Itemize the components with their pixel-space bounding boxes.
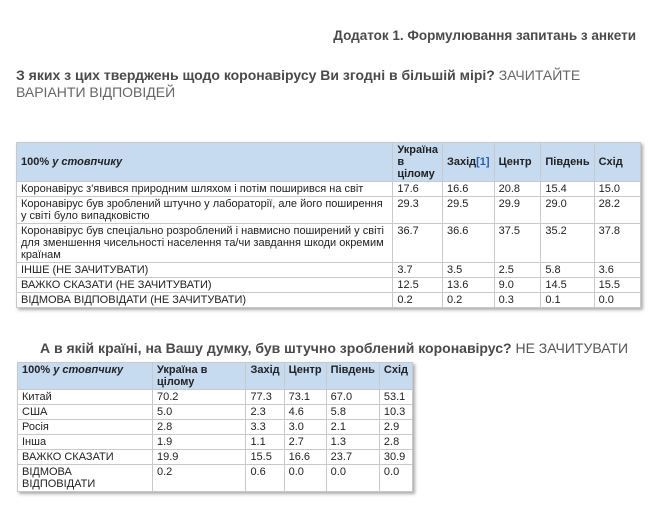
row-label: ІНШЕ (НЕ ЗАЧИТУВАТИ) — [17, 263, 393, 278]
col-header: Схід — [379, 363, 412, 390]
row-label: США — [18, 405, 153, 420]
value-cell: 3.6 — [594, 263, 640, 278]
value-cell: 3.5 — [442, 263, 494, 278]
row-label: ВАЖКО СКАЗАТИ (НЕ ЗАЧИТУВАТИ) — [17, 278, 393, 293]
value-cell: 10.3 — [379, 405, 412, 420]
header-prefix: 100% — [22, 364, 54, 376]
table-header-row — [17, 143, 641, 182]
value-cell: 0.3 — [494, 293, 541, 308]
value-cell: 5.0 — [153, 405, 246, 420]
question-2-text: А в якій країні, на Вашу думку, був штучно зроблений коронавірус? — [40, 340, 512, 356]
value-cell: 30.9 — [379, 450, 412, 465]
table-header-row — [18, 363, 413, 390]
appendix-title: Додаток 1. Формулювання запитань з анкети — [333, 28, 636, 43]
value-cell: 0.2 — [393, 293, 443, 308]
col-header: Центр — [284, 363, 326, 390]
table-row — [17, 263, 641, 278]
row-label: Росія — [18, 420, 153, 435]
row-label: Коронавірус з'явився природним шляхом і потім поширився на світ — [17, 182, 393, 197]
col-header: Україна в цілому — [393, 143, 443, 182]
value-cell: 35.2 — [541, 224, 594, 263]
question-1 — [16, 67, 626, 101]
value-cell: 73.1 — [284, 390, 326, 405]
col-header: Центр — [494, 143, 541, 182]
header-label-cell — [17, 143, 393, 182]
results-table-1 — [16, 142, 641, 308]
col-header: Україна в цілому — [153, 363, 246, 390]
value-cell: 2.7 — [284, 435, 326, 450]
value-cell: 5.8 — [541, 263, 594, 278]
value-cell: 36.6 — [442, 224, 494, 263]
value-cell: 29.3 — [393, 197, 443, 224]
value-cell: 70.2 — [153, 390, 246, 405]
table-row — [18, 465, 413, 492]
value-cell: 4.6 — [284, 405, 326, 420]
table-row — [18, 390, 413, 405]
table-row — [17, 182, 641, 197]
table-row — [17, 278, 641, 293]
header-italic: у стовпчику — [52, 156, 123, 168]
table-row — [17, 224, 641, 263]
value-cell: 0.0 — [284, 465, 326, 492]
value-cell: 3.3 — [246, 420, 284, 435]
value-cell: 16.6 — [442, 182, 494, 197]
value-cell: 77.3 — [246, 390, 284, 405]
table-row — [18, 405, 413, 420]
value-cell: 2.1 — [326, 420, 379, 435]
table-row — [17, 197, 641, 224]
col-header — [442, 143, 494, 182]
value-cell: 29.5 — [442, 197, 494, 224]
value-cell: 2.8 — [153, 420, 246, 435]
value-cell: 1.9 — [153, 435, 246, 450]
row-label: ВІДМОВА ВІДПОВІДАТИ — [18, 465, 153, 492]
value-cell: 0.2 — [442, 293, 494, 308]
value-cell: 2.8 — [379, 435, 412, 450]
col-header: Південь — [326, 363, 379, 390]
value-cell: 5.8 — [326, 405, 379, 420]
header-italic: у стовпчику — [53, 364, 124, 376]
question-2 — [40, 340, 628, 356]
value-cell: 19.9 — [153, 450, 246, 465]
value-cell: 28.2 — [594, 197, 640, 224]
value-cell: 15.4 — [541, 182, 594, 197]
header-label-cell — [18, 363, 153, 390]
results-table-2 — [17, 362, 413, 492]
value-cell: 15.0 — [594, 182, 640, 197]
value-cell: 37.8 — [594, 224, 640, 263]
value-cell: 17.6 — [393, 182, 443, 197]
value-cell: 2.5 — [494, 263, 541, 278]
value-cell: 20.8 — [494, 182, 541, 197]
value-cell: 0.0 — [594, 293, 640, 308]
value-cell: 0.6 — [246, 465, 284, 492]
value-cell: 67.0 — [326, 390, 379, 405]
value-cell: 2.9 — [379, 420, 412, 435]
value-cell: 0.0 — [326, 465, 379, 492]
value-cell: 13.6 — [442, 278, 494, 293]
value-cell: 37.5 — [494, 224, 541, 263]
col-header: Південь — [541, 143, 594, 182]
value-cell: 23.7 — [326, 450, 379, 465]
value-cell: 12.5 — [393, 278, 443, 293]
col-header: Захід — [246, 363, 284, 390]
value-cell: 29.0 — [541, 197, 594, 224]
value-cell: 0.2 — [153, 465, 246, 492]
value-cell: 0.0 — [379, 465, 412, 492]
row-label: Коронавірус був зроблений штучно у лабораторії, але його поширення у світі було випадковістю — [17, 197, 393, 224]
question-1-instruction: ЗАЧИТАЙТЕ ВАРІАНТИ ВІДПОВІДЕЙ — [16, 67, 581, 100]
value-cell: 9.0 — [494, 278, 541, 293]
footnote-link[interactable]: [1] — [476, 156, 490, 168]
row-label: Коронавірус був спеціально розроблений і навмисно поширений у світі для зменшення чисельності населення та/чи завдання шкоди окремим країнам — [17, 224, 393, 263]
row-label: Китай — [18, 390, 153, 405]
value-cell: 1.1 — [246, 435, 284, 450]
value-cell: 0.1 — [541, 293, 594, 308]
table-row — [18, 435, 413, 450]
table-row — [18, 450, 413, 465]
col-header: Схід — [594, 143, 640, 182]
col-header-label: Захід — [446, 156, 477, 168]
value-cell: 16.6 — [284, 450, 326, 465]
value-cell: 1.3 — [326, 435, 379, 450]
value-cell: 14.5 — [541, 278, 594, 293]
row-label: Інша — [18, 435, 153, 450]
value-cell: 3.0 — [284, 420, 326, 435]
table-row — [18, 420, 413, 435]
value-cell: 3.7 — [393, 263, 443, 278]
value-cell: 15.5 — [246, 450, 284, 465]
header-prefix: 100% — [21, 156, 53, 168]
value-cell: 36.7 — [393, 224, 443, 263]
row-label: ВІДМОВА ВІДПОВІДАТИ (НЕ ЗАЧИТУВАТИ) — [17, 293, 393, 308]
value-cell: 2.3 — [246, 405, 284, 420]
question-1-text: З яких з цих тверджень щодо коронавірусу Ви згодні в більшій мірі? — [16, 67, 495, 83]
value-cell: 53.1 — [379, 390, 412, 405]
row-label: ВАЖКО СКАЗАТИ — [18, 450, 153, 465]
question-2-instruction: НЕ ЗАЧИТУВАТИ — [515, 340, 629, 356]
table-row — [17, 293, 641, 308]
value-cell: 29.9 — [494, 197, 541, 224]
value-cell: 15.5 — [594, 278, 640, 293]
